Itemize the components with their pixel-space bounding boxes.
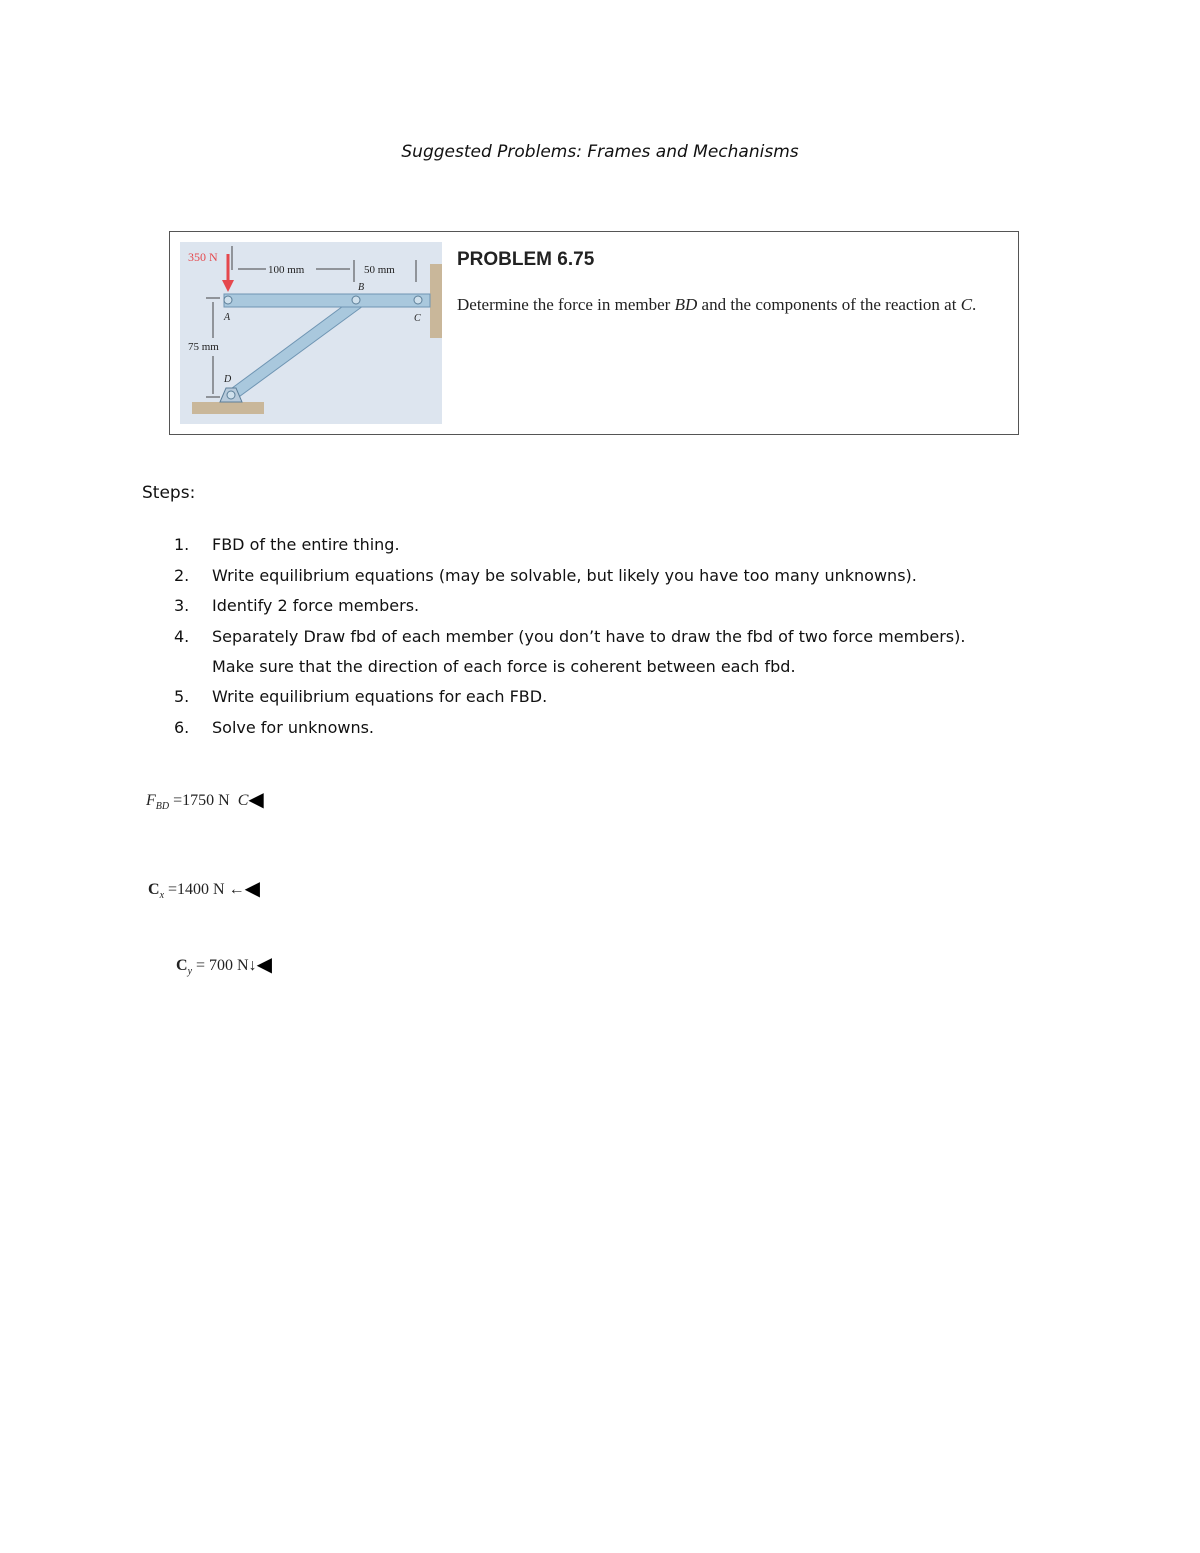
step-item	[0, 530, 1200, 561]
answer-cy	[176, 952, 272, 977]
problem-text-middle: and the components of the reaction at	[697, 295, 961, 314]
problem-text-end: .	[972, 295, 977, 314]
step-number: 2.	[174, 565, 190, 585]
step-continuation	[0, 652, 1200, 682]
step-continuation-text: Make sure that the direction of each force is coherent between each fbd.	[212, 657, 796, 676]
steps-heading: Steps:	[142, 483, 196, 503]
pin-b	[352, 296, 360, 304]
pin-c	[414, 296, 422, 304]
step-item	[0, 561, 1200, 592]
pin-d	[227, 391, 235, 399]
dim-100-label: 100 mm	[268, 264, 305, 276]
steps-list	[0, 530, 1200, 743]
step-number: 6.	[174, 717, 190, 737]
problem-figure	[180, 242, 442, 424]
answer-fbd	[146, 787, 264, 812]
problem-heading: PROBLEM 6.75	[457, 249, 595, 270]
dim-75-label: 75 mm	[188, 341, 219, 353]
force-label: 350 N	[188, 250, 218, 264]
label-c: C	[414, 313, 421, 324]
answer-arrow: ↓	[248, 957, 257, 974]
step-item	[0, 622, 1200, 653]
step-text: Write equilibrium equations (may be solvable, but likely you have too many unknowns).	[212, 565, 917, 585]
answer-value: =1400 N	[168, 881, 225, 898]
step-text: Solve for unknowns.	[212, 717, 374, 737]
dim-50-label: 50 mm	[364, 264, 395, 276]
step-item	[0, 682, 1200, 713]
page-title: Suggested Problems: Frames and Mechanisms	[401, 142, 799, 162]
step-number: 4.	[174, 626, 190, 646]
step-number: 5.	[174, 687, 190, 706]
wall-support	[430, 264, 442, 338]
answer-value: =1750 N	[173, 792, 230, 809]
step-text: FBD of the entire thing.	[212, 535, 400, 554]
answer-symbol: C	[176, 957, 188, 974]
step-text: Separately Draw fbd of each member (you don’t have to draw the fbd of two force members).	[212, 626, 966, 646]
answer-subscript: x	[159, 890, 165, 901]
answer-subscript: y	[187, 966, 193, 977]
answer-symbol: C	[148, 881, 160, 898]
step-item	[0, 591, 1200, 622]
label-d: D	[224, 374, 232, 385]
step-text: Write equilibrium equations for each FBD.	[212, 687, 548, 706]
answer-marker-icon: ◀	[244, 878, 260, 900]
label-a: A	[224, 312, 231, 323]
ground-support	[192, 402, 264, 414]
problem-member: BD	[674, 295, 698, 314]
answer-marker-icon: ◀	[248, 789, 264, 811]
problem-point: C	[960, 295, 973, 314]
step-number: 3.	[174, 596, 190, 615]
problem-box	[169, 231, 1019, 435]
answer-subscript: BD	[155, 801, 170, 812]
problem-statement	[457, 294, 1012, 315]
step-number: 1.	[174, 535, 190, 554]
answer-symbol: F	[146, 792, 156, 809]
label-b: B	[358, 282, 365, 293]
answer-arrow: ←	[228, 881, 245, 898]
answer-value: = 700 N	[196, 957, 249, 974]
step-item	[0, 713, 1200, 744]
answer-cx	[148, 876, 260, 901]
answer-sense: C	[237, 792, 249, 809]
pin-a	[224, 296, 232, 304]
answer-marker-icon: ◀	[256, 954, 272, 976]
problem-text-before: Determine the force in member	[457, 295, 675, 314]
member-ac	[224, 294, 430, 307]
step-text: Identify 2 force members.	[212, 596, 420, 615]
